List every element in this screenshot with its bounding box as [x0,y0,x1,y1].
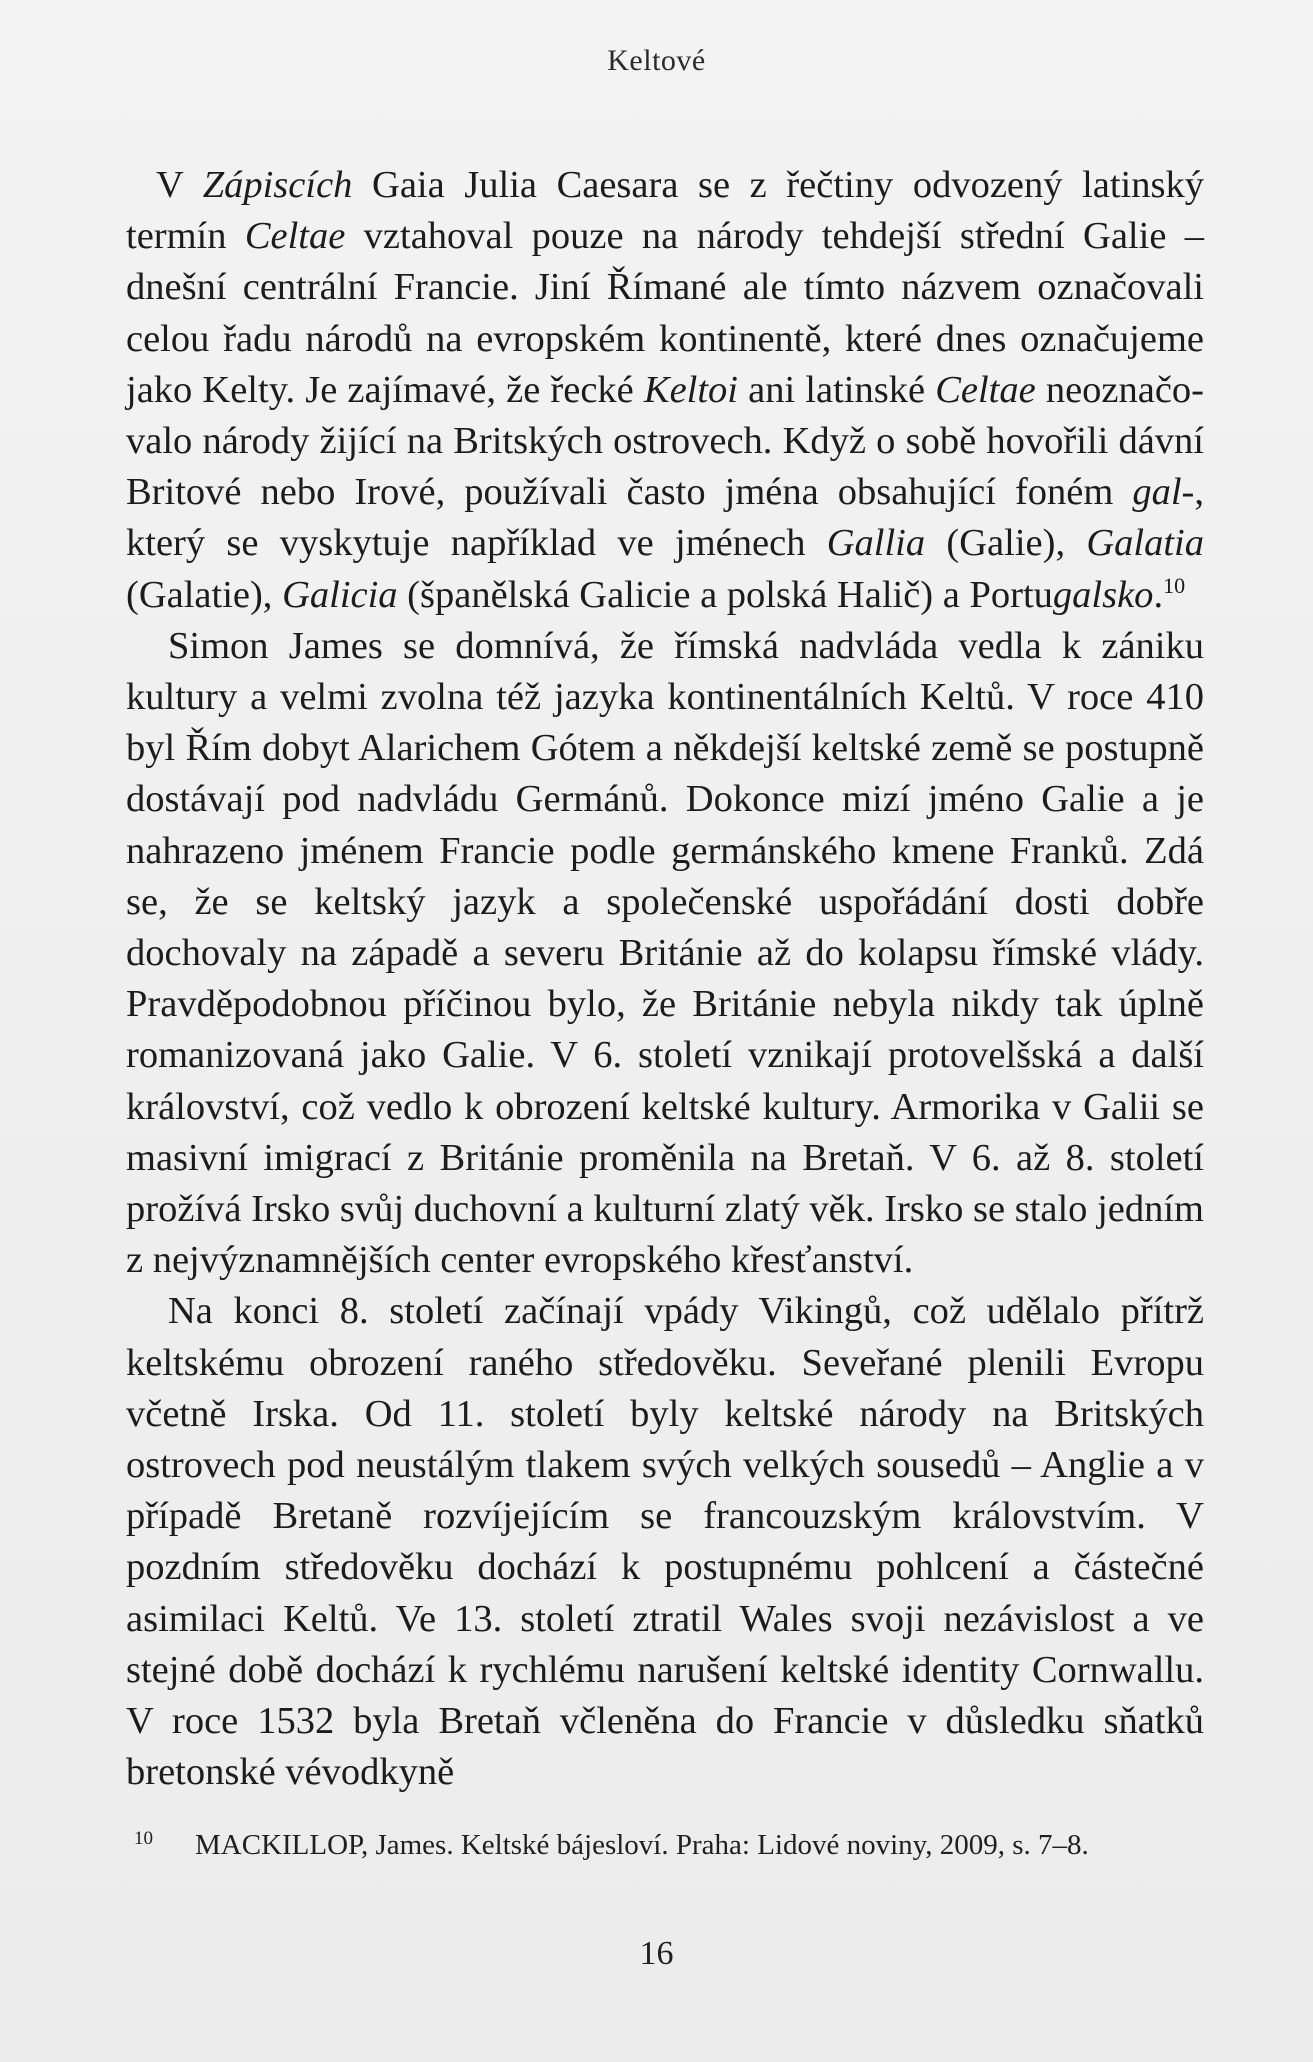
italic-term: Celtae [935,368,1036,411]
paragraph [126,621,1204,1287]
italic-term: gal- [1132,471,1195,514]
italic-term: Gallia [826,522,926,565]
text-run: , který se vyskytuje například ve jménech [126,471,1204,565]
text-run: . [1153,573,1164,616]
footnote [134,1828,1194,1862]
italic-term: Celtae [244,215,346,258]
text-run: V [156,164,203,206]
body-text [126,160,1204,1799]
text-run: (Galatie), [126,573,283,616]
text-run: (Galie), [925,522,1087,565]
italic-term: Galicia [282,573,398,616]
text-run: Simon James se domnívá, že římská nadvláda vedla k zániku kultury a velmi zvolna též jazyka kontinentálních Keltů. V roce 410 byl Řím dobyt Alarichem Gótem a někdejší keltské země se postupně dostávají pod nadvládu Germánů. Dokonce mizí jméno Galie a je nahrazeno jménem Francie podle germánského kmene Franků. Zdá se, že se keltský jazyk a společenské uspořádání dosti dobře dochovaly na západě a severu Británie až do kolapsu římské vlády. Pravděpodobnou příčinou bylo, že Británie nebyla nikdy tak úplně romanizovaná jako Galie. V 6. století vznikají protovelšská a další království, což vedlo k obrození keltské kultury. Armorika v Galii se masivní imigrací z Británie proměnila na Bretaň. V 6. až 8. století prožívá Irsko svůj duchovní a kulturní zlatý věk. Irsko se stalo jedním z nejvýznamnějších center evropského křesťanství. [126,624,1204,1282]
page-number: 16 [639,1935,674,1972]
footnote-mark: 10 [134,1828,153,1849]
text-run: ani latinské [738,368,936,411]
text-run: Na konci 8. století začínají vpády Vikingů, což udělalo přítrž keltskému obrození raného středověku. Seveřané plenili Evropu včetně Irska. Od 11. století byly keltské národy na Britských ostrovech pod neustálým tlakem svých velkých sousedů – Anglie a v případě Bretaně rozvíjejícím se francouzským královstvím. V pozdním středověku dochází k postupnému pohlcení a částečné asimilaci Keltů. Ve 13. století ztratil Wales svoji nezávislost a ve stejné době dochází k rychlému narušení keltské identity Cornwallu. V roce 1532 byla Bretaň včleněna do Francie v důsledku sňatků bretonské vévodkyně [126,1290,1204,1794]
footnote-text: MACKILLOP, James. Keltské bájesloví. Praha: Lidové noviny, 2009, s. 7–8. [195,1829,1089,1861]
text-run: (španělská Galicie a polská Halič) a Portu [397,573,1053,616]
text-run: neoznačovalo národy žijící na Britských ostrovech. Když o sobě hovořili dávní Britové nebo Irové, používali často jména obsahující foném [126,368,1204,514]
italic-term: galsko [1052,573,1154,616]
italic-term: Keltoi [643,368,738,411]
running-head: Keltové [607,44,706,77]
paragraph [126,160,1204,621]
footnote-reference: 10 [1163,572,1186,598]
text-run: vztahoval pouze na národy tehdejší střední Galie – dnešní centrální Francie. Jiní Římané ale tímto názvem označovali celou řadu národů na evropském kontinentě, které dnes označujeme jako Kelty. Je zajímavé, že řecké [126,215,1204,411]
paragraph [126,1286,1204,1798]
text-run: Gaia Julia Caesara se z řečtiny odvozený latinský termín [126,164,1204,258]
italic-term: Zápiscích [202,164,353,206]
italic-term: Galatia [1086,522,1205,565]
